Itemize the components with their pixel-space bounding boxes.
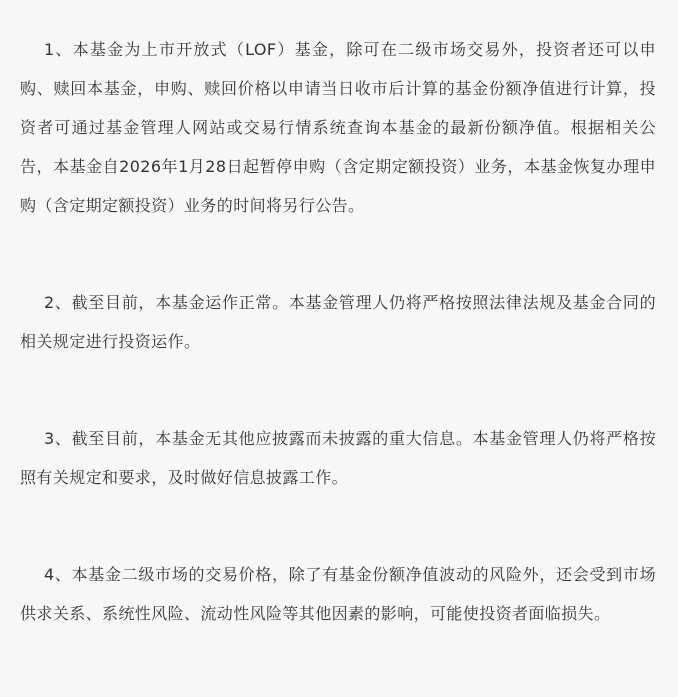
paragraph-4: 4、本基金二级市场的交易价格，除了有基金份额净值波动的风险外，还会受到市场供求关系、系统性风险、流动性风险等其他因素的影响，可能使投资者面临损失。 xyxy=(20,565,656,623)
paragraph-1: 1、本基金为上市开放式（LOF）基金，除可在二级市场交易外，投资者还可以申购、赎回本基金，申购、赎回价格以申请当日收市后计算的基金份额净值进行计算，投资者可通过基金管理人网站或交易行情系统查询本基金的最新份额净值。根据相关公告，本基金自2026年1月28日起暂停申购（含定期定额投资）业务，本基金恢复办理申购（含定期定额投资）业务的时间将另行公告。 xyxy=(20,40,656,215)
paragraph-3: 3、截至目前，本基金无其他应披露而未披露的重大信息。本基金管理人仍将严格按照有关规定和要求，及时做好信息披露工作。 xyxy=(20,429,656,487)
paragraph-2: 2、截至目前，本基金运作正常。本基金管理人仍将严格按照法律法规及基金合同的相关规定进行投资运作。 xyxy=(20,293,656,351)
